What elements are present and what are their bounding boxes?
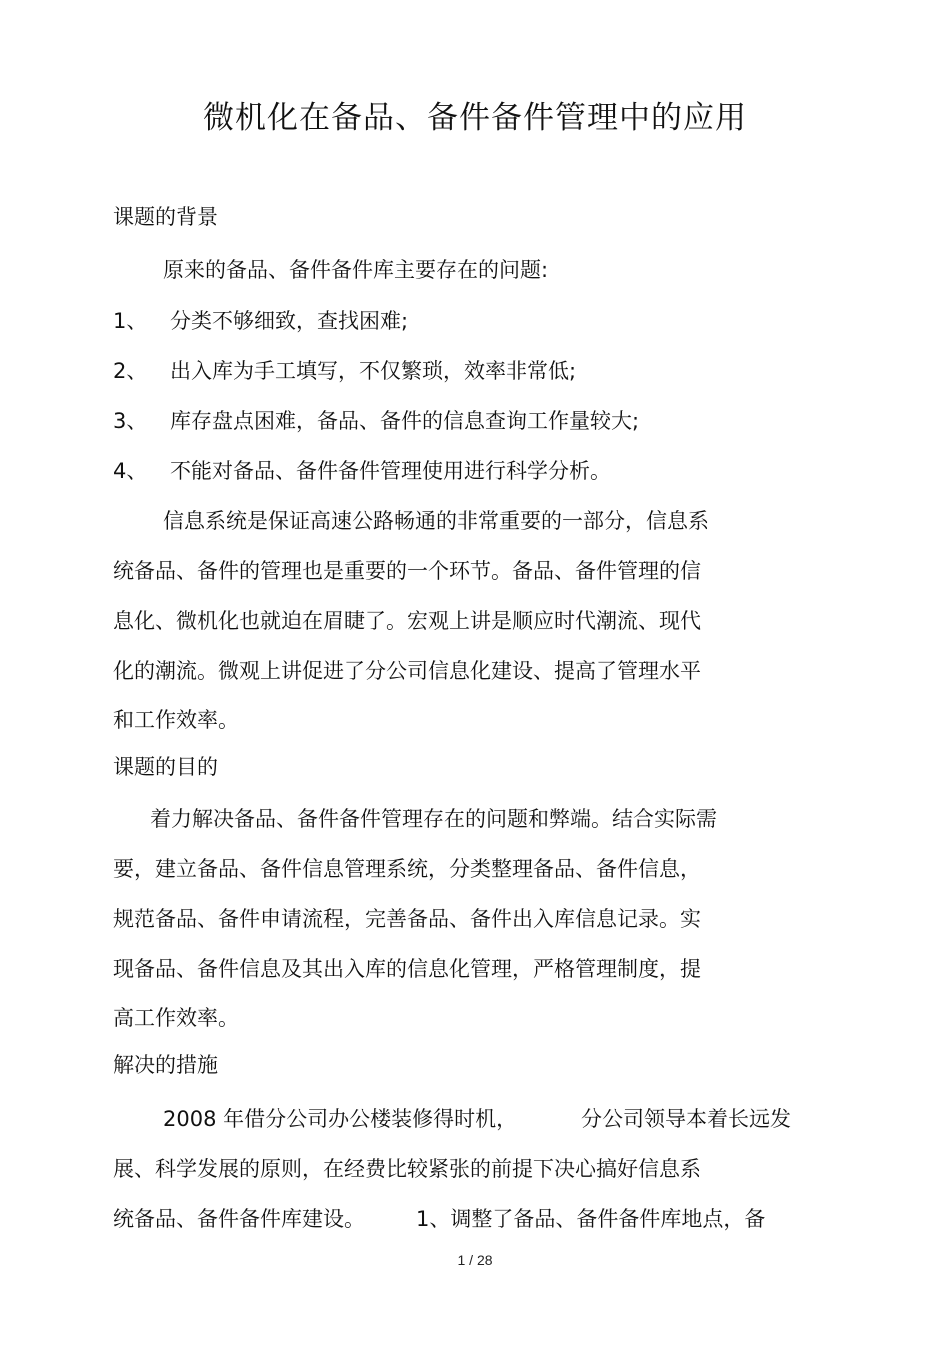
list-item-number: 3、 <box>113 409 148 433</box>
section-heading-purpose: 课题的目的 <box>113 755 218 779</box>
page-number: 1 / 28 <box>457 1252 493 1268</box>
paragraph-line: 展、科学发展的原则，在经费比较紧张的前提下决心搞好信息系 <box>113 1157 701 1181</box>
page-title: 微机化在备品、备件备件管理中的应用 <box>203 100 747 136</box>
list-item-text: 出入库为手工填写，不仅繁琐，效率非常低; <box>170 359 577 383</box>
list-item-number: 1、 <box>113 309 148 333</box>
paragraph-line: 化的潮流。微观上讲促进了分公司信息化建设、提高了管理水平 <box>113 659 701 683</box>
list-item-text: 库存盘点困难，备品、备件的信息查询工作量较大; <box>170 409 640 433</box>
section-heading-measures: 解决的措施 <box>113 1053 218 1077</box>
list-item-text: 不能对备品、备件备件管理使用进行科学分析。 <box>170 459 611 483</box>
paragraph-line: 分公司领导本着长远发 <box>581 1107 791 1131</box>
list-item-number: 2、 <box>113 359 148 383</box>
paragraph-line: 2008 年借分公司办公楼装修得时机， <box>163 1107 518 1131</box>
paragraph-line: 统备品、备件备件库建设。 <box>113 1207 365 1231</box>
paragraph-line: 要，建立备品、备件信息管理系统，分类整理备品、备件信息， <box>113 857 701 881</box>
problems-intro: 原来的备品、备件备件库主要存在的问题: <box>163 258 549 282</box>
paragraph-line: 统备品、备件的管理也是重要的一个环节。备品、备件管理的信 <box>113 559 701 583</box>
paragraph-line: 着力解决备品、备件备件管理存在的问题和弊端。结合实际需 <box>150 807 717 831</box>
paragraph-line: 1、调整了备品、备件备件库地点，备 <box>416 1207 766 1231</box>
paragraph-line: 规范备品、备件申请流程，完善备品、备件出入库信息记录。实 <box>113 907 701 931</box>
list-item-text: 分类不够细致，查找困难; <box>170 309 409 333</box>
paragraph-line: 和工作效率。 <box>113 708 239 732</box>
paragraph-line: 息化、微机化也就迫在眉睫了。宏观上讲是顺应时代潮流、现代 <box>113 609 701 633</box>
paragraph-line: 现备品、备件信息及其出入库的信息化管理，严格管理制度，提 <box>113 957 701 981</box>
paragraph-line: 信息系统是保证高速公路畅通的非常重要的一部分，信息系 <box>163 509 709 533</box>
section-heading-background: 课题的背景 <box>113 205 218 229</box>
list-item-number: 4、 <box>113 459 148 483</box>
paragraph-line: 高工作效率。 <box>113 1006 239 1030</box>
